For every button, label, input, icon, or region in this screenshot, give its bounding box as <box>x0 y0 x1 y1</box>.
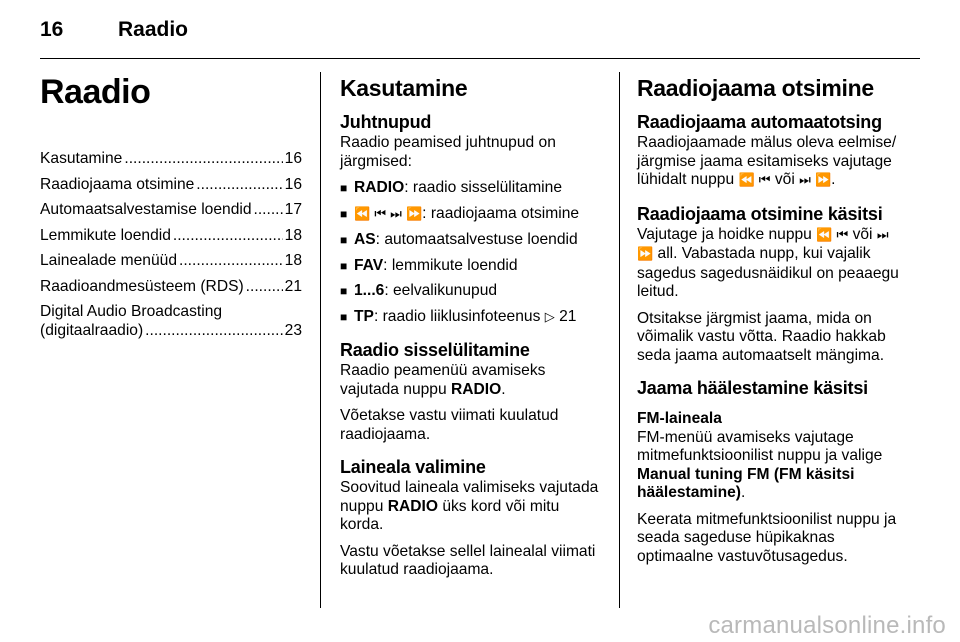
list-item: ■ AS: automaatsalvestuse loendid <box>340 231 606 250</box>
toc-leader <box>246 278 283 297</box>
header-title: Raadio <box>118 18 189 41</box>
menu-item-label: Manual tuning FM (FM käsitsi häälestamine) <box>637 465 855 501</box>
section-title: Raadiojaama otsimine <box>637 75 874 101</box>
key-label: RADIO <box>451 380 502 398</box>
page-header <box>40 18 920 50</box>
seek-forward-icon: ⏭ ⏩ <box>637 227 889 262</box>
table-of-contents <box>40 150 302 340</box>
subsection-heading: Raadiojaama otsimine käsitsi <box>637 203 883 224</box>
subsection-heading: Juhtnupud <box>340 112 432 132</box>
watermark: carmanualsonline.info <box>708 612 946 639</box>
controls-list <box>340 179 606 327</box>
paragraph: Raadiojaamade mälus oleva eelmise/ järgmise jaama esitamiseks vajutage lühidalt nuppu ⏪ ⏮ või ⏭ ⏩. <box>637 134 897 188</box>
list-item: ■ ⏪ ⏮ ⏭ ⏩: raadiojaama otsimine <box>340 205 606 225</box>
toc-leader <box>173 227 283 246</box>
toc-item[interactable] <box>40 252 302 271</box>
toc-page: 16 <box>284 150 302 167</box>
paragraph: Vastu võetakse sellel lainealal viimati kuulatud raadiojaama. <box>340 542 596 578</box>
toc-label: Lemmikute loendid <box>40 226 171 244</box>
key-label: RADIO <box>387 497 438 515</box>
page-reference-icon: ▷ <box>544 309 555 325</box>
toc-page: 17 <box>284 201 302 218</box>
paragraph: Keerata mitmefunktsioonilist nuppu ja seada sageduse hüpikaknas optimaalne vastuvõtusagedus. <box>637 510 897 565</box>
column-kasutamine <box>340 72 606 588</box>
toc-leader <box>179 252 283 271</box>
subsection-heading: Laineala valimine <box>340 457 486 477</box>
paragraph: Raadio peamised juhtnupud on järgmised: <box>340 134 556 170</box>
section-title: Kasutamine <box>340 75 468 101</box>
column-otsimine <box>637 72 907 574</box>
toc-label: Raadioandmesüsteem (RDS) <box>40 277 244 295</box>
subsection-heading: Raadio sisselülitamine <box>340 340 530 360</box>
paragraph: Raadio peamenüü avamiseks vajutada nuppu RADIO. <box>340 362 546 398</box>
subsection-heading: Raadiojaama automaatotsing <box>637 112 882 132</box>
sub-heading: FM-laineala <box>637 410 722 427</box>
paragraph: FM-menüü avamiseks vajutage mitmefunktsioonilist nuppu ja valige Manual tuning FM (FM käsitsi häälestamine). <box>637 428 883 501</box>
toc-page: 18 <box>284 252 302 269</box>
column-divider-2 <box>619 72 620 608</box>
column-divider-1 <box>320 72 321 608</box>
paragraph: Soovitud laineala valimiseks vajutada nuppu RADIO üks kord või mitu korda. <box>340 479 599 533</box>
toc-label: (digitaalraadio) <box>40 321 144 339</box>
seek-back-icon: ⏪ ⏮ <box>738 173 771 188</box>
subsection-heading: Jaama häälestamine käsitsi <box>637 378 868 398</box>
toc-item[interactable] <box>40 201 302 220</box>
key-label: AS <box>354 231 376 248</box>
page-reference[interactable]: 21 <box>559 307 577 325</box>
toc-item[interactable] <box>40 278 302 297</box>
toc-item[interactable] <box>40 150 302 169</box>
toc-label: Automaatsalvestamise loendid <box>40 201 252 218</box>
key-label: 1...6 <box>354 282 385 299</box>
list-item: ■ TP: raadio liiklusinfoteenus ▷ 21 <box>340 308 606 328</box>
key-label: RADIO <box>354 179 405 196</box>
paragraph: Võetakse vastu viimati kuulatud raadiojaama. <box>340 407 559 443</box>
list-item: ■ FAV: lemmikute loendid <box>340 257 606 276</box>
paragraph: Otsitakse järgmist jaama, mida on võimalik vastu võtta. Raadio hakkab seda jaama automaatselt mängima. <box>637 309 886 364</box>
header-rule <box>40 58 920 59</box>
toc-leader <box>145 322 282 341</box>
toc-item[interactable] <box>40 303 302 340</box>
paragraph: Vajutage ja hoidke nuppu ⏪ ⏮ või ⏭ ⏩ all. Vabastada nupp, kui vajalik sagedus sagedusnäidikul on peaaegu leitud. <box>637 225 899 300</box>
toc-leader <box>254 201 283 220</box>
key-label: FAV <box>354 256 384 274</box>
column-toc <box>40 72 302 347</box>
key-label: TP <box>354 307 374 325</box>
toc-label: Digital Audio Broadcasting <box>40 303 223 320</box>
seek-forward-icon: ⏭ ⏩ <box>799 173 832 188</box>
toc-label: Kasutamine <box>40 150 123 167</box>
page-number: 16 <box>40 18 64 41</box>
toc-page: 18 <box>284 226 302 244</box>
toc-page: 23 <box>284 321 302 339</box>
list-item: ■ RADIO: raadio sisselülitamine <box>340 179 606 198</box>
toc-item[interactable] <box>40 227 302 246</box>
toc-label: Lainealade menüüd <box>40 252 177 269</box>
toc-leader <box>196 176 282 195</box>
toc-page: 21 <box>284 277 302 295</box>
toc-item[interactable] <box>40 176 302 195</box>
list-item: ■ 1...6: eelvalikunupud <box>340 282 606 301</box>
toc-leader <box>124 150 282 169</box>
chapter-title: Raadio <box>40 73 151 111</box>
toc-page: 16 <box>284 175 302 193</box>
seek-buttons-icon: ⏪ ⏮ ⏭ ⏩ <box>354 206 423 222</box>
toc-label: Raadiojaama otsimine <box>40 175 195 193</box>
seek-back-icon: ⏪ ⏮ <box>816 227 849 243</box>
